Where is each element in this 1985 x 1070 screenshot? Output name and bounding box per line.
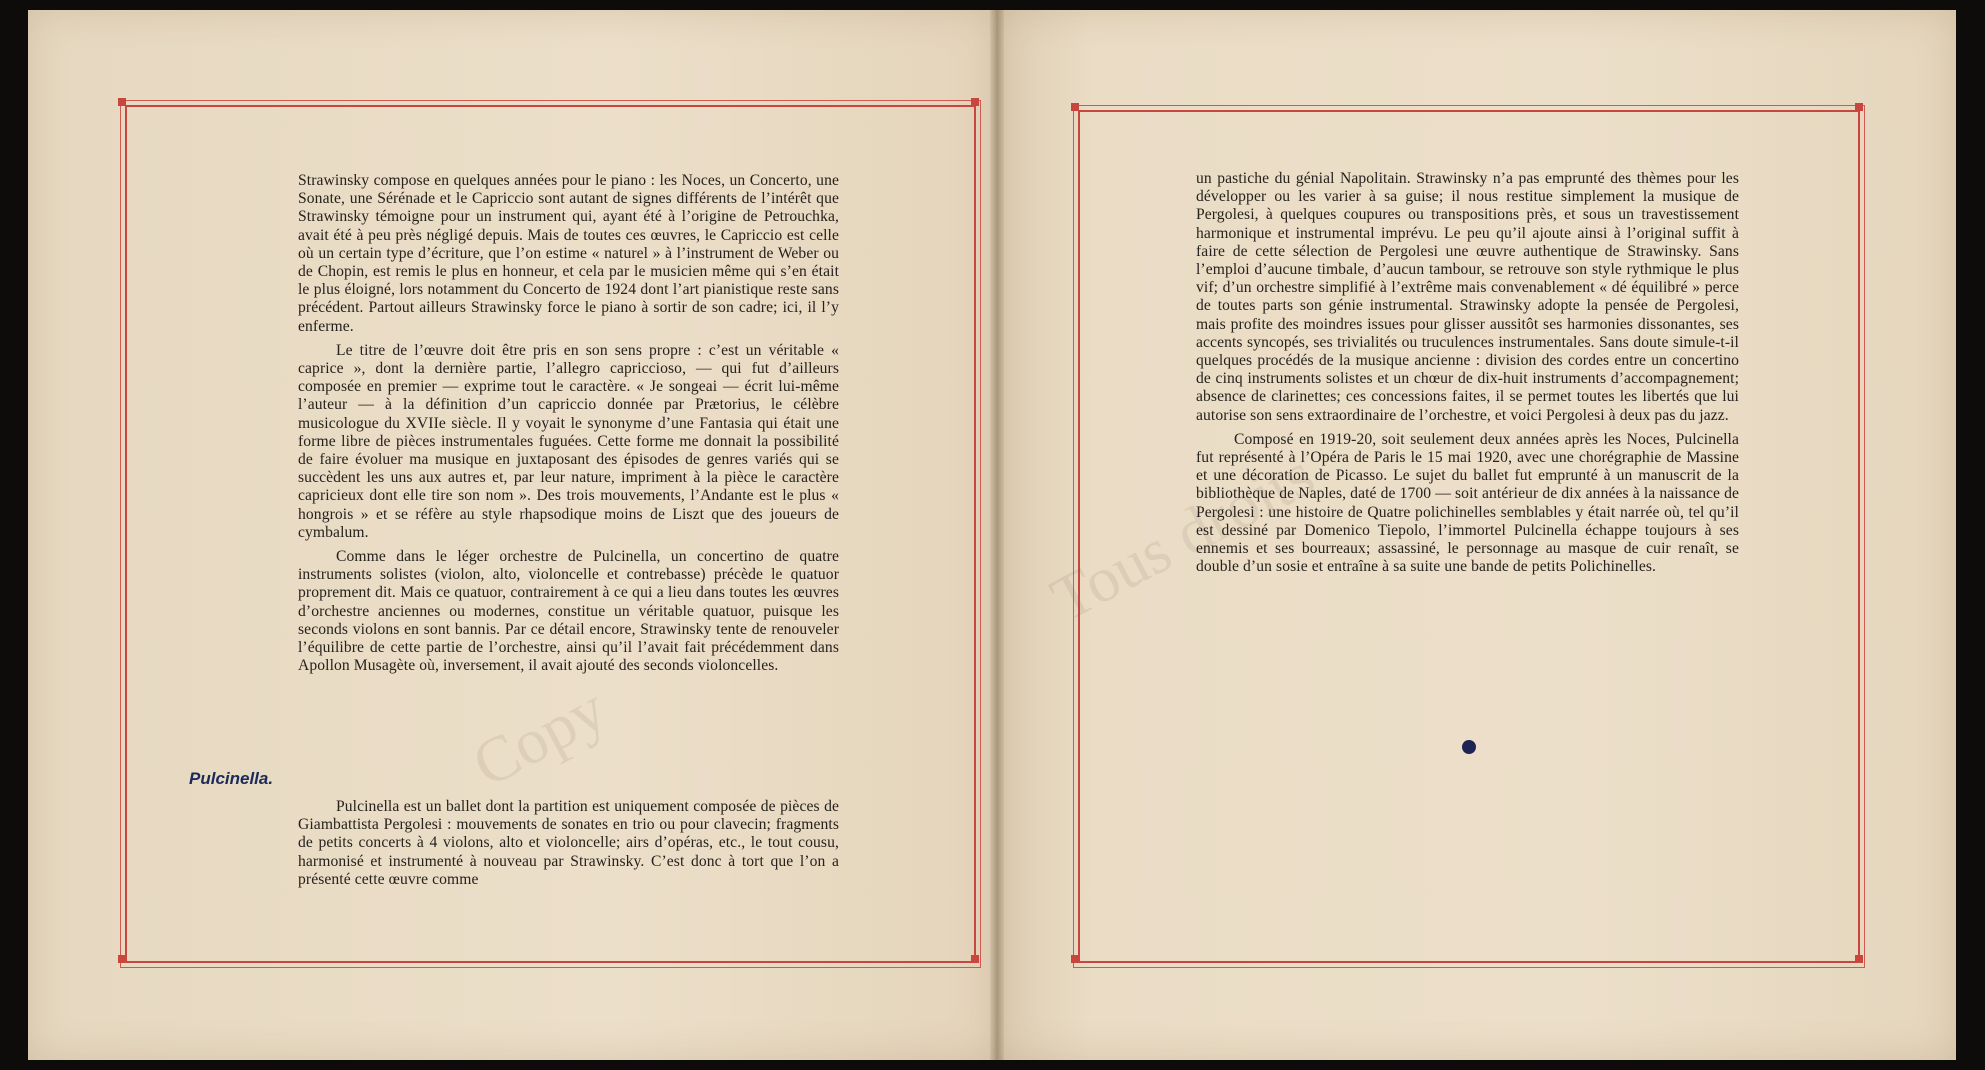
left-border-corner-bl: [118, 955, 126, 963]
right-border-corner-tl: [1071, 103, 1079, 111]
section-heading-pulcinella: Pulcinella.: [189, 769, 274, 788]
pulcinella-paragraph: Pulcinella est un ballet dont la partition est uniquement composée de pièces de Giambattista Pergolesi : mouvements de sonates en trio ou pour clavecin; fragments de petits concerts à 4 violons, alto et violoncelle; airs d’opéras, etc., le tout cousu, harmonisé et instrumenté à nouveau par Strawinsky. C’est donc à tort que l’on a présenté cette œuvre comme: [298, 798, 839, 888]
left-border-corner-br: [971, 955, 979, 963]
right-border-corner-tr: [1855, 103, 1863, 111]
right-border-corner-br: [1855, 955, 1863, 963]
left-section-body: [298, 798, 839, 895]
left-border-corner-tr: [971, 98, 979, 106]
left-paragraph-2: Le titre de l’œuvre doit être pris en son sens propre : c’est un véritable « caprice », dont la dernière partie, l’allegro capriccioso, — qui fut d’ailleurs composée en premier — exprime tout le caractère. « Je songeai — écrit lui-même l’auteur — à la définition d’un capriccio donnée par Prætorius, le célèbre musicologue du XVIIe siècle. Il y voyait le synonyme d’une Fantasia qui était une forme libre de pièces instrumentales fuguées. Cette forme me donnait la possibilité de faire évoluer ma musique en juxtaposant des épisodes de genres variés qui se succèdent les uns aux autres et, par leur nature, impriment à la pièce le caractère capricieux dont elle tire son nom ». Des trois mouvements, l’Andante est le plus « hongrois » et se réfère au style rhapsodique moins de Liszt que des joueurs de cymbalum.: [298, 341, 839, 541]
left-paragraph-1: Strawinsky compose en quelques années pour le piano : les Noces, un Concerto, une Sonate, une Sérénade et le Capriccio sont autant de signes différents de l’intérêt que Strawinsky témoigne pour un instrument qui, ayant été à l’origine de Petrouchka, avait été à peu près négligé depuis. Mais de toutes ces œuvres, le Capriccio est celle où un certain type d’écriture, que l’on estime « naturel » à l’instrument de Weber ou de Chopin, est remis le plus en honneur, et cela par le musicien même qui s’en était le plus éloigné, lors notamment du Concerto de 1924 dont l’art pianistique reste sans précédent. Partout ailleurs Strawinsky force le piano à sortir de son cadre; ici, il l’y enferme.: [298, 172, 839, 335]
left-paragraph-3: Comme dans le léger orchestre de Pulcinella, un concertino de quatre instruments solistes (violon, alto, violoncelle et contrebasse) précède le quatuor proprement dit. Mais ce quatuor, contrairement à ce qui a lieu dans toutes les œuvres d’orchestre anciennes ou modernes, constitue un véritable quatuor, puisque les seconds violons en sont bannis. Par ce détail encore, Strawinsky tente de renouveler l’équilibre de cette partie de l’orchestre, ainsi qu’il l’avait fait précédemment dans Apollon Musagète où, inversement, il avait ajouté des seconds violoncelles.: [298, 548, 839, 675]
left-page-body: [298, 172, 839, 681]
right-paragraph-1: un pastiche du génial Napolitain. Strawinsky n’a pas emprunté des thèmes pour les développer ou les varier à sa guise; il nous restitue simplement la musique de Pergolesi, à quelques coupures ou transpositions près, et sous un travestissement harmonique et instrumental imprévu. Le peu qu’il ajoute ainsi à l’original suffit à faire de cette sélection de Pergolesi une œuvre authentique de Strawinsky. Sans l’emploi d’aucune timbale, d’aucun tambour, se retrouve son style rythmique le plus vif; d’un orchestre simplifié à l’extrême mais convenablement « dé équilibré » perce de toutes parts son génie instrumental. Strawinsky adopte la pensée de Pergolesi, mais profite des moindres issues pour glisser aussitôt ses harmonies dissonantes, ses accents syncopés, ses trivialités ou truculences instrumentales. Sans doute simule-t-il quelques procédés de la musique ancienne : division des cordes entre un concertino de cinq instruments solistes et un chœur de dix-huit instruments d’accompagnement; absence de clarinettes; ces concessions faites, il se permet toutes les libertés que lui autorise son sens extraordinaire de l’orchestre, et voici Pergolesi à deux pas du jazz.: [1196, 170, 1739, 424]
left-border-corner-tl: [118, 98, 126, 106]
right-border-corner-bl: [1071, 955, 1079, 963]
book-gutter: [990, 10, 1004, 1060]
right-page-body: [1196, 170, 1739, 582]
right-paragraph-2: Composé en 1919-20, soit seulement deux années après les Noces, Pulcinella fut représenté à l’Opéra de Paris le 15 mai 1920, avec une chorégraphie de Massine et une décoration de Picasso. Le sujet du ballet fut emprunté à un manuscrit de la bibliothèque de Naples, daté de 1700 — soit antérieur de dix années à la naissance de Pergolesi : une histoire de Quatre polichinelles semblables y était narrée où, tel qu’il est dessiné par Domenico Tiepolo, l’immortel Pulcinella échappe toujours à ses ennemis et ses bourreaux; assassiné, le personnage au masque de cuir renaît, se double d’un sosie et entraîne à sa suite une bande de petits Polichinelles.: [1196, 430, 1739, 576]
ornament-dot: [1462, 740, 1476, 754]
